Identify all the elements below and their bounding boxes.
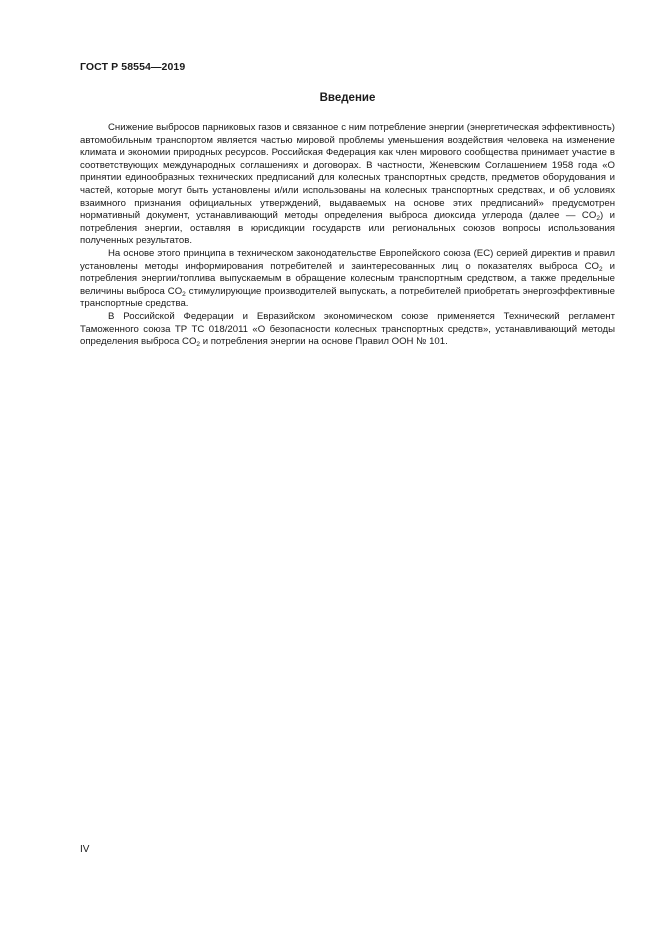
paragraph-text: Снижение выбросов парниковых газов и связанное с ним потребление энергии (энергетическая эффективность) автомобильным транспортом является частью мировой проблемы уменьшения воздействия человека на изменение климата и экономии природных ресурсов. Российская Федерация как член мирового сообщества принимает участие в соответствующих международных соглашениях и договорах. В частности, Женевским Соглашением 1958 года «О принятии единообразных технических предписаний для колесных транспортных средств, предметов оборудования и частей, которые могут быть установлены и/или использованы на колесных транспортных средствах, и об условиях взаимного признания официальных утверждений, выдаваемых на основе этих предписаний» предусмотрен нормативный документ, устанавливающий методы определения выброса диоксида углерода (далее — CO <box>80 122 615 222</box>
page-number: IV <box>80 844 90 855</box>
subscript: 2 <box>599 265 603 273</box>
paragraph-text: В Российской Федерации и Евразийском экономическом союзе применяется Технический регламент Таможенного союза ТР ТС 018/2011 «О безопасности колесных транспортных средств», устанавливающий методы определения выброса CO <box>80 310 615 348</box>
document-standard-code: ГОСТ Р 58554—2019 <box>80 61 186 73</box>
paragraph-3 <box>80 311 615 349</box>
paragraph-1 <box>80 122 615 248</box>
subscript: 2 <box>596 215 600 223</box>
section-title: Введение <box>319 92 376 104</box>
paragraph-text: стимулирующие производителей выпускать, а потребителей приобретать энергоэффективные транспортные средства. <box>80 285 615 310</box>
section-body <box>80 122 615 349</box>
paragraph-text: и потребления энергии на основе Правил ООН № 101. <box>200 336 448 348</box>
paragraph-text: На основе этого принципа в техническом законодательстве Европейского союза (ЕС) серией директив и правил установлены методы информирования потребителей и заинтересованных лиц о показателях выброса CO <box>80 247 615 272</box>
paragraph-text: и потребления энергии/топлива выпускаемым в обращение колесным транспортным средством, а также предельные величины выброса CO <box>80 260 615 297</box>
subscript: 2 <box>182 290 186 298</box>
subscript: 2 <box>196 341 201 349</box>
paragraph-2 <box>80 248 615 311</box>
paragraph-text: ) и потребления энергии, оставляя в юрисдикции государств или региональных союзов вопросы использования полученных результатов. <box>80 210 615 247</box>
